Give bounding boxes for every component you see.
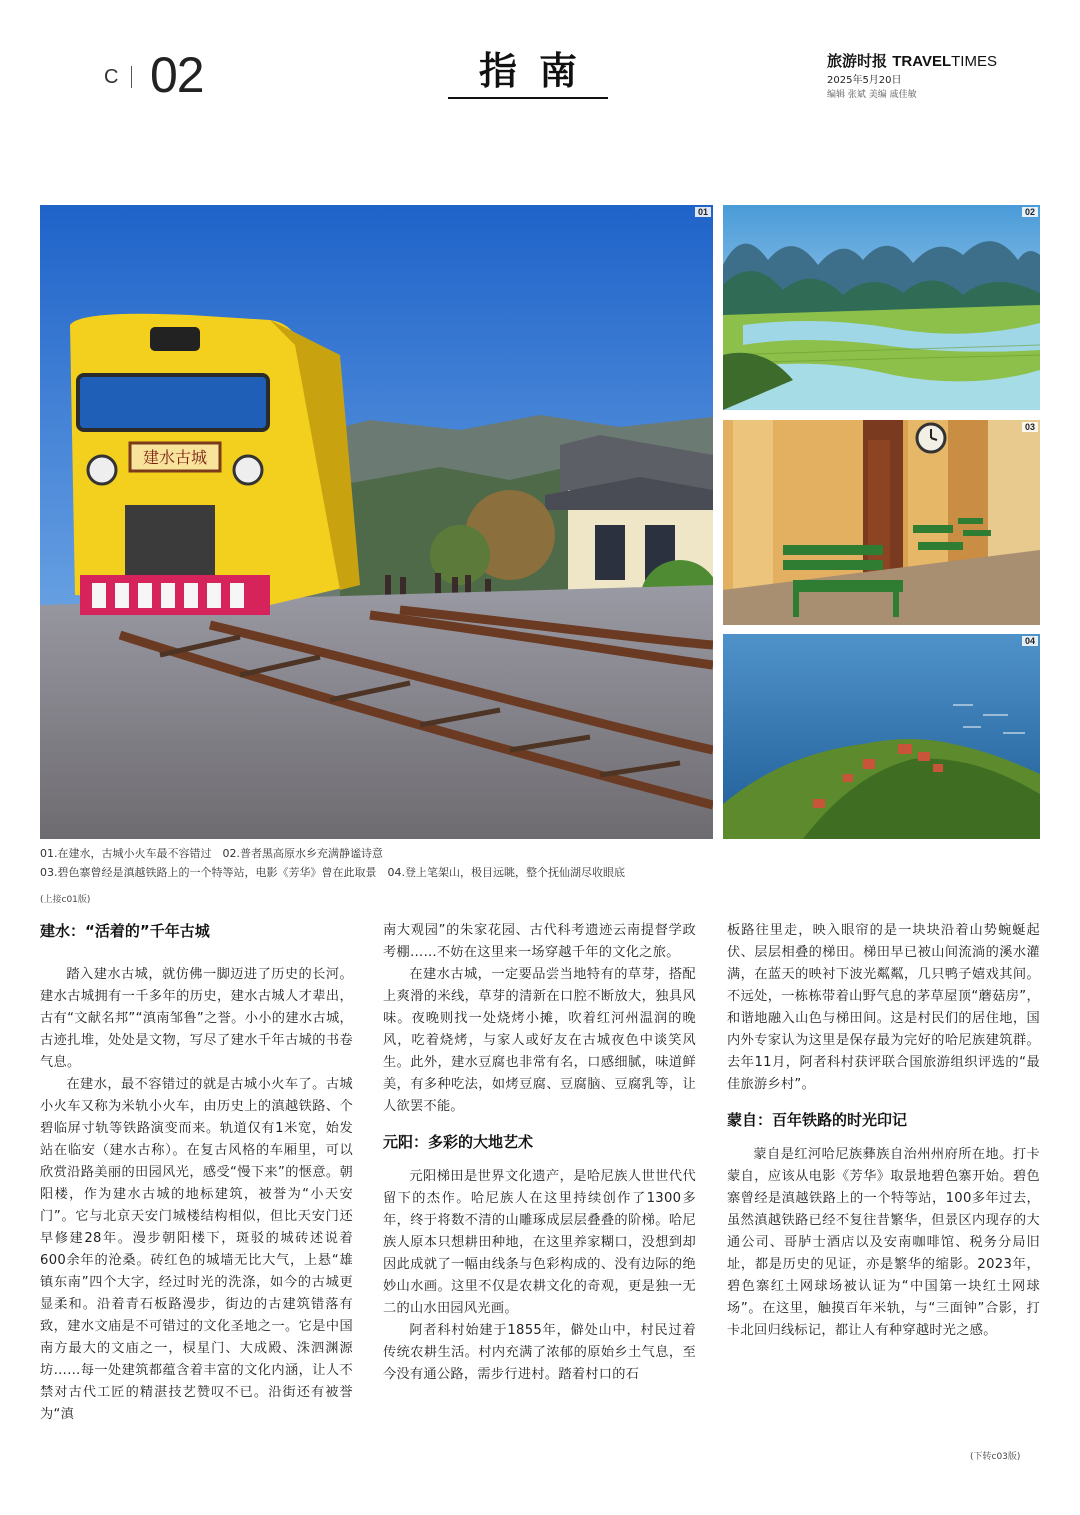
continued-from-note: (上接c01版) xyxy=(40,895,91,905)
photo-02-karst-lake xyxy=(723,205,1040,410)
article-column-1 xyxy=(40,920,353,1426)
article-column-3 xyxy=(727,920,1040,1342)
paragraph: 元阳梯田是世界文化遗产，是哈尼族人世世代代留下的杰作。哈尼族人在这里持续创作了1300多年，终于将数不清的山雕琢成层层叠叠的阶梯。哈尼族人原本只想耕田种地，在这里养家糊口，没想到却因此成就了一幅由线条与色彩构成的、没有边际的绝妙山水画。这里不仅是农耕文化的奇观，更是独一无二的山水田园风光画。 xyxy=(383,1169,696,1316)
newspaper-name xyxy=(827,50,997,71)
photo-02-number: 02 xyxy=(1022,207,1038,217)
photo-caption-line-1: 01.在建水，古城小火车最不容错过 02.普者黑高原水乡充满静谧诗意 xyxy=(40,847,383,860)
newspaper-name-en-light: TIMES xyxy=(951,53,997,70)
section-letter: C xyxy=(104,66,119,88)
lake-illustration xyxy=(723,634,1040,839)
paragraph: 板路往里走，映入眼帘的是一块块沿着山势蜿蜒起伏、层层相叠的梯田。梯田早已被山间流淌的溪水灌满，在蓝天的映衬下波光粼粼，几只鸭子嬉戏其间。不远处，一栋栋带着山野气息的茅草屋顶“蘑菇房”，和谐地融入山色与梯田间。这是村民们的居住地，国内外专家认为这里是保存最为完好的哈尼族建筑群。去年11月，阿者科村获评联合国旅游组织评选的“最佳旅游乡村”。 xyxy=(727,923,1040,1092)
paragraph: 在建水古城，一定要品尝当地特有的草芽，搭配上爽滑的米线，草芽的清新在口腔不断放大，独具风味。夜晚则找一处烧烤小摊，吹着红河州温润的晚风，吃着烧烤，与家人或好友在古城夜色中谈笑风生。此外，建水豆腐也非常有名，口感细腻，味道鲜美，有多种吃法，如烤豆腐、豆腐脑、豆腐乳等，让人欲罢不能。 xyxy=(383,967,696,1114)
photo-01-number: 01 xyxy=(695,207,711,217)
issue-date: 2025年5月20日 xyxy=(827,75,902,86)
paragraph: 南大观园”的朱家花园、古代科考遗迹云南提督学政考棚……不妨在这里来一场穿越千年的文化之旅。 xyxy=(383,923,696,960)
section-title: 指南 xyxy=(478,49,599,93)
paragraph: 蒙自是红河哈尼族彝族自治州州府所在地。打卡蒙自，应该从电影《芳华》取景地碧色寨开始。碧色寨曾经是滇越铁路上的一个特等站，100多年过去，虽然滇越铁路已经不复往昔繁华，但景区内现存的大通公司、哥胪士酒店以及安南咖啡馆、税务分局旧址，都是历史的见证，亦是繁华的缩影。2023年，碧色寨红土网球场被认证为“中国第一块红土网球场”。在这里，触摸百年米轨，与“三面钟”合影，打卡北回归线标记，都让人有种穿越时光之感。 xyxy=(727,1147,1040,1338)
photo-01-train xyxy=(40,205,713,839)
newspaper-name-en-bold: TRAVEL xyxy=(892,53,952,70)
paragraph: 在建水，最不容错过的就是古城小火车了。古城小火车又称为米轨小火车，由历史上的滇越铁路、个碧临屏寸轨等铁路演变而来。轨道仅有1米宽，始发站在临安（建水古称）。在复古风格的车厢里，可以欣赏沿路美丽的田园风光，感受“慢下来”的惬意。朝阳楼，作为建水古城的地标建筑，被誉为“小天安门”。它与北京天安门城楼结构相似，但比天安门还早修建28年。漫步朝阳楼下，斑驳的城砖述说着600余年的沧桑。砖红色的城墙无比大气，上悬“雄镇东南”四个大字，经过时光的洗涤，如今的古城更显柔和。沿着青石板路漫步，街边的古建筑错落有致，建水文庙是不可错过的文化圣地之一。它是中国南方最大的文庙之一，棂星门、大成殿、洙泗渊源坊……每一处建筑都蕴含着丰富的文化内涵，让人不禁对古代工匠的精湛技艺赞叹不已。沿街还有被誉为“滇 xyxy=(40,1077,353,1422)
article-column-2 xyxy=(383,920,696,1386)
heading-mengzi: 蒙自：百年铁路的时光印记 xyxy=(727,1111,908,1129)
photo-03-station-platform xyxy=(723,420,1040,625)
continued-to-note: (下转c03版) xyxy=(970,1452,1021,1462)
train-illustration xyxy=(40,205,713,839)
newspaper-name-cn: 旅游时报 xyxy=(827,52,888,70)
station-illustration xyxy=(723,420,1040,625)
photo-03-number: 03 xyxy=(1022,422,1038,432)
train-sign-text: 建水古城 xyxy=(142,448,208,467)
photo-04-aerial-lake xyxy=(723,634,1040,839)
title-underline xyxy=(448,97,608,99)
editor-credits: 编辑 张斌 美编 戚佳敏 xyxy=(827,90,917,100)
paragraph: 阿者科村始建于1855年，僻处山中，村民过着传统农耕生活。村内充满了浓郁的原始乡土气息，至今没有通公路，需步行进村。踏着村口的石 xyxy=(383,1323,696,1382)
section-divider xyxy=(131,66,132,88)
heading-yuanyang: 元阳：多彩的大地艺术 xyxy=(383,1133,534,1151)
paragraph: 踏入建水古城，就仿佛一脚迈进了历史的长河。建水古城拥有一千多年的历史，建水古城人才辈出，古有“文献名邦”“滇南邹鲁”之誉。小小的建水古城，古迹扎堆，处处是文物，写尽了建水千年古城的书卷气息。 xyxy=(40,967,353,1070)
heading-jianshui: 建水：“活着的”千年古城 xyxy=(40,922,210,940)
page-number: 02 xyxy=(150,47,204,103)
karst-illustration xyxy=(723,205,1040,410)
photo-04-number: 04 xyxy=(1022,636,1038,646)
photo-caption-line-2: 03.碧色寨曾经是滇越铁路上的一个特等站，电影《芳华》曾在此取景 04.登上笔架山，极目远眺，整个抚仙湖尽收眼底 xyxy=(40,866,625,879)
